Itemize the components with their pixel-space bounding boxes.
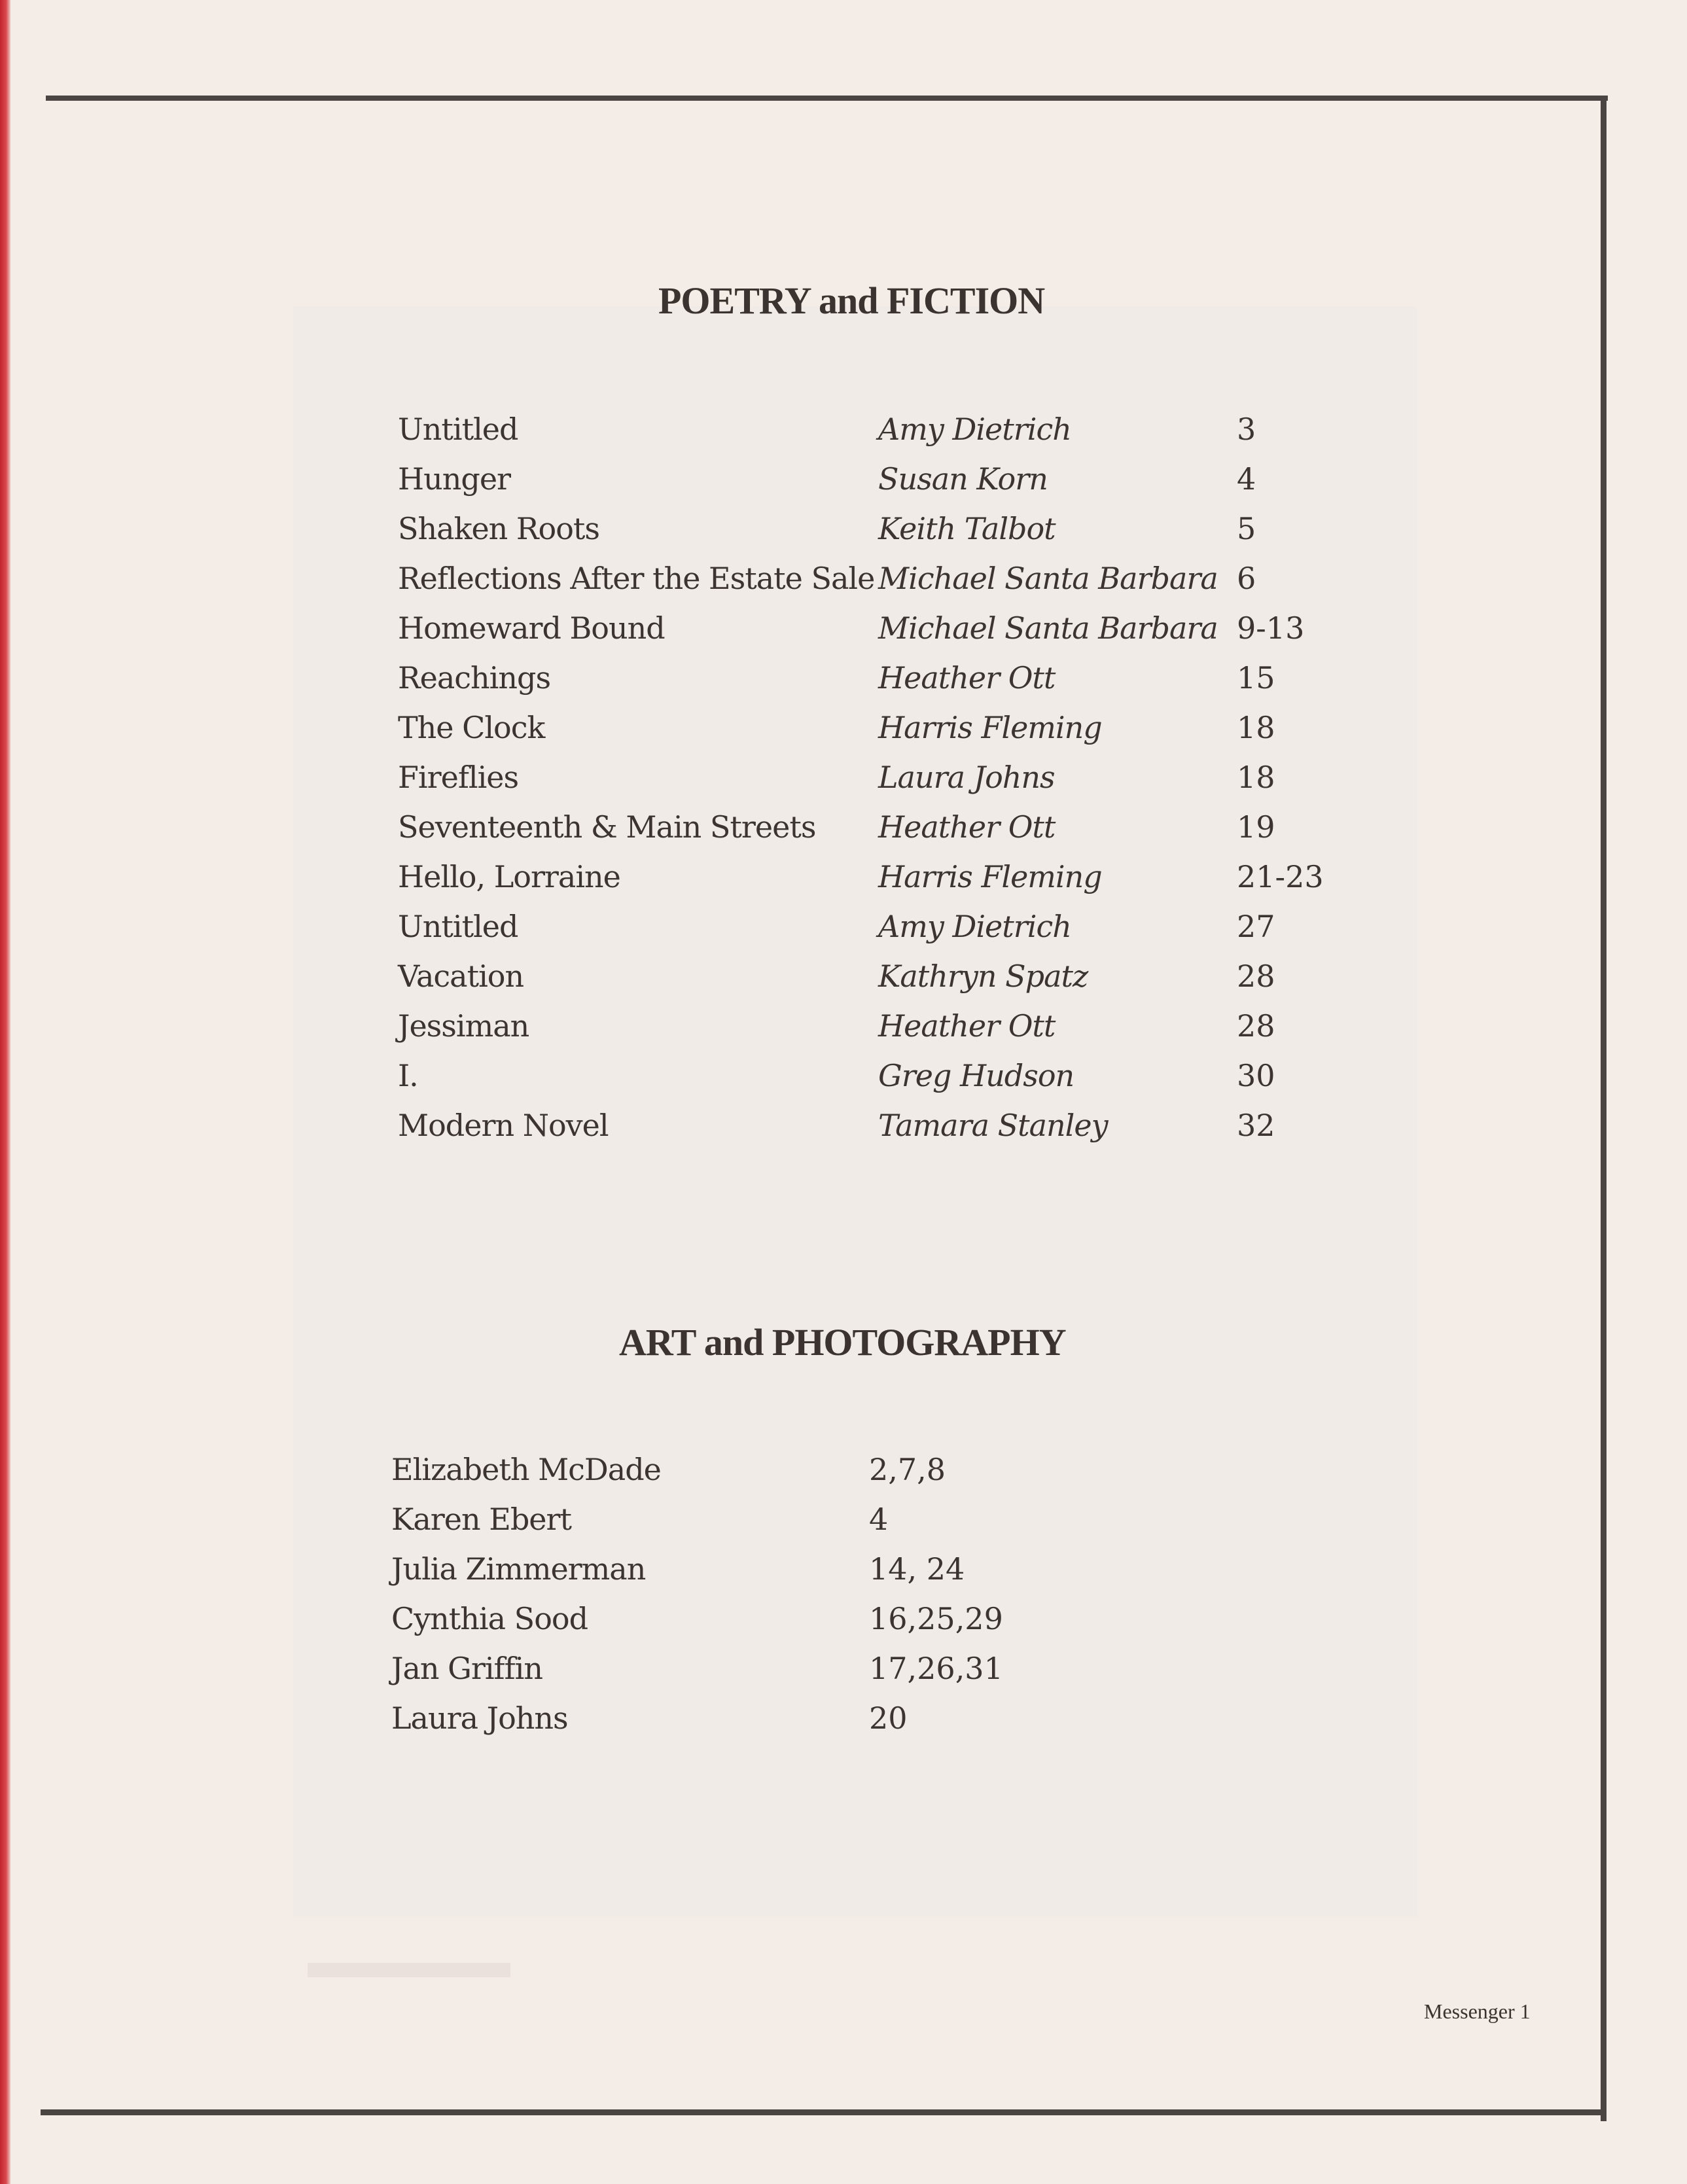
toc-pages: 3 [1237,412,1256,447]
toc-author: Greg Hudson [878,1058,1074,1093]
toc-pages: 5 [1237,511,1256,546]
toc-title: Reachings [398,660,551,696]
art-pages: 4 [869,1502,889,1537]
toc-pages: 15 [1237,660,1275,696]
toc-title: Untitled [398,909,518,944]
toc-author: Heather Ott [878,809,1056,845]
toc-title: Hello, Lorraine [398,859,620,894]
toc-title: Reflections After the Estate Sale [398,561,875,596]
art-pages: 20 [869,1700,908,1736]
art-pages: 16,25,29 [869,1601,1003,1636]
toc-author: Amy Dietrich [878,412,1071,447]
toc-title: Homeward Bound [398,610,665,646]
bottom-border-rule [41,2109,1607,2115]
art-pages: 17,26,31 [869,1651,1003,1686]
poetry-fiction-heading: POETRY and FICTION [658,279,1045,322]
cover-edge [0,0,10,2184]
toc-author: Michael Santa Barbara [878,561,1218,596]
right-border-rule [1601,96,1607,2121]
toc-author: Harris Fleming [878,859,1102,894]
faint-bleed-through [308,1963,510,1977]
toc-pages: 21-23 [1237,859,1324,894]
toc-title: Jessiman [398,1008,529,1044]
toc-pages: 30 [1237,1058,1275,1093]
toc-author: Susan Korn [878,461,1048,497]
artist-name: Julia Zimmerman [391,1551,646,1587]
toc-title: Shaken Roots [398,511,600,546]
toc-pages: 4 [1237,461,1256,497]
art-photography-heading: ART and PHOTOGRAPHY [619,1321,1066,1364]
toc-title: Hunger [398,461,511,497]
toc-title: I. [398,1058,418,1093]
toc-pages: 27 [1237,909,1275,944]
toc-pages: 28 [1237,959,1275,994]
toc-pages: 6 [1237,561,1256,596]
toc-author: Harris Fleming [878,710,1102,745]
artist-name: Elizabeth McDade [391,1452,661,1487]
toc-author: Heather Ott [878,1008,1056,1044]
artist-name: Cynthia Sood [391,1601,588,1636]
toc-title: Vacation [398,959,524,994]
toc-title: Fireflies [398,760,519,795]
toc-author: Tamara Stanley [878,1108,1108,1143]
toc-title: The Clock [398,710,545,745]
artist-name: Jan Griffin [391,1651,542,1686]
art-pages: 14, 24 [869,1551,965,1587]
toc-pages: 18 [1237,760,1275,795]
artist-name: Karen Ebert [391,1502,571,1537]
top-border-rule [46,96,1608,101]
toc-pages: 9-13 [1237,610,1305,646]
art-pages: 2,7,8 [869,1452,946,1487]
toc-pages: 28 [1237,1008,1275,1044]
toc-author: Heather Ott [878,660,1056,696]
artist-name: Laura Johns [391,1700,568,1736]
toc-pages: 19 [1237,809,1275,845]
toc-title: Untitled [398,412,518,447]
toc-pages: 32 [1237,1108,1275,1143]
toc-author: Michael Santa Barbara [878,610,1218,646]
toc-pages: 18 [1237,710,1275,745]
toc-author: Amy Dietrich [878,909,1071,944]
toc-author: Kathryn Spatz [878,959,1088,994]
page-footer: Messenger 1 [1424,1999,1531,2023]
toc-title: Modern Novel [398,1108,609,1143]
toc-title: Seventeenth & Main Streets [398,809,816,845]
toc-author: Keith Talbot [878,511,1056,546]
toc-author: Laura Johns [878,760,1055,795]
